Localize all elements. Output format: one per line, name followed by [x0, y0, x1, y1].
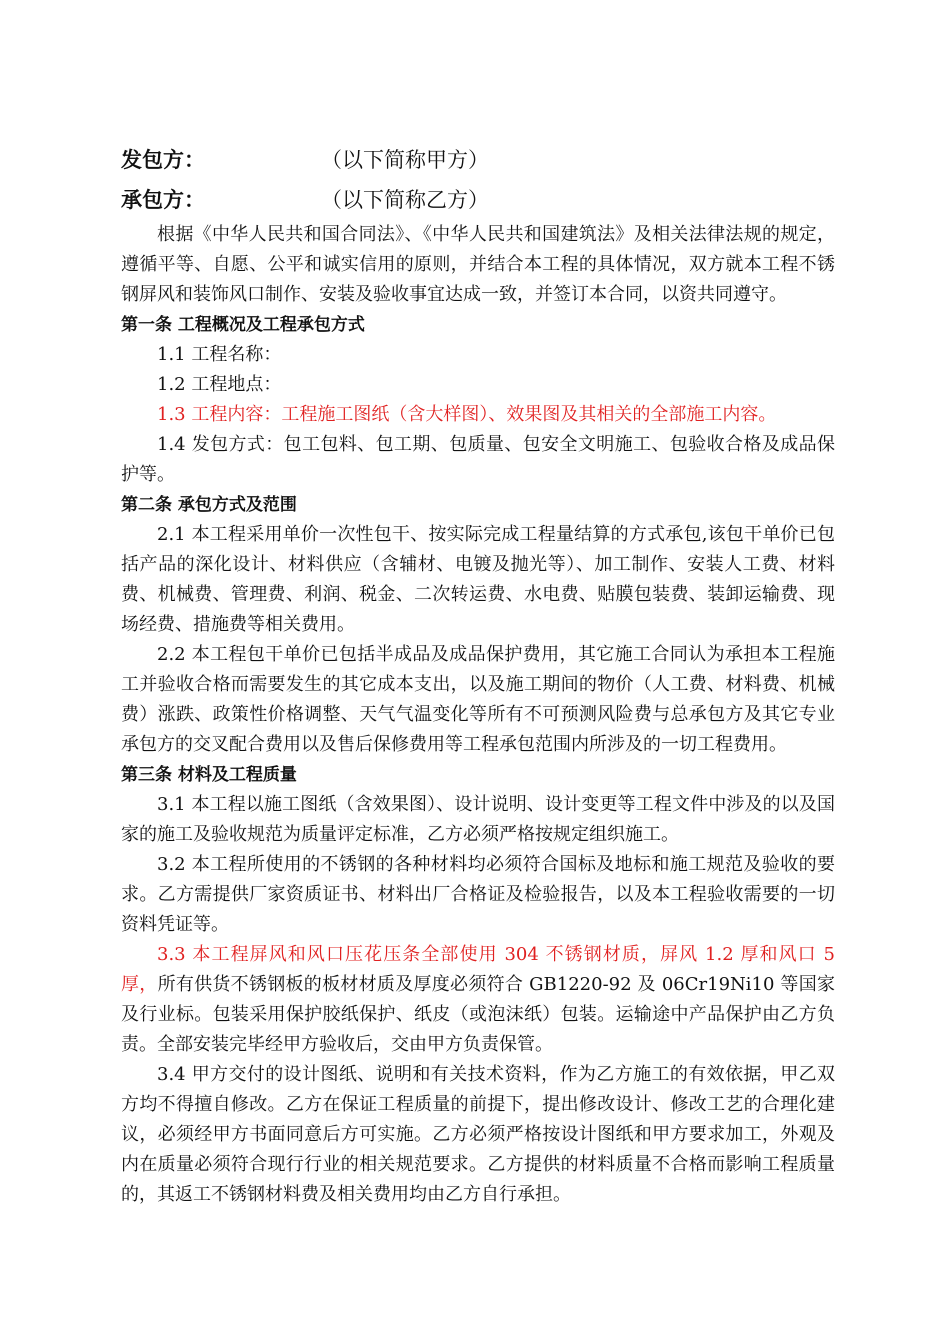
- clause-3-1: 3.1 本工程以施工图纸（含效果图）、设计说明、设计变更等工程文件中涉及的以及国家的施工及验收规范为质量评定标准，乙方必须严格按规定组织施工。: [121, 794, 835, 845]
- contractor-label: 承包方：: [121, 188, 205, 212]
- employer-note: （以下简称甲方）: [321, 148, 489, 172]
- clause-3-3: [121, 940, 835, 1060]
- clause-3-3-highlight: 3.3 本工程屏风和风口压花压条全部使用 304 不锈钢材质，屏风 1.2 厚和风口 5 厚，: [121, 944, 835, 995]
- clause-1-4: 1.4 发包方式：包工包料、包工期、包质量、包安全文明施工、包验收合格及成品保护等。: [121, 434, 835, 485]
- clause-1-3: 1.3 工程内容：工程施工图纸（含大样图）、效果图及其相关的全部施工内容。: [157, 404, 777, 425]
- clause-3-3-rest: 所有供货不锈钢板的板材材质及厚度必须符合 GB1220-92 及 06Cr19Ni10 等国家及行业标。包装采用保护胶纸保护、纸皮（或泡沫纸）包装。运输途中产品保护由乙方负责。全部安装完毕经甲方验收后，交由甲方负责保管。: [121, 974, 835, 1055]
- clause-1-2: 1.2 工程地点：: [157, 374, 282, 395]
- clause-3-2: 3.2 本工程所使用的不锈钢的各种材料均必须符合国标及地标和施工规范及验收的要求。乙方需提供厂家资质证书、材料出厂合格证及检验报告，以及本工程验收需要的一切资料凭证等。: [121, 854, 835, 935]
- clause-2-2: 2.2 本工程包干单价已包括半成品及成品保护费用，其它施工合同认为承担本工程施工并验收合格而需要发生的其它成本支出，以及施工期间的物价（人工费、材料费、机械费）涨跌、政策性价格调整、天气气温变化等所有不可预测风险费与总承包方及其它专业承包方的交叉配合费用以及售后保修费用等工程承包范围内所涉及的一切工程费用。: [121, 644, 835, 755]
- article-2-heading: 第二条 承包方式及范围: [121, 495, 297, 515]
- contractor-note: （以下简称乙方）: [321, 188, 489, 212]
- intro-paragraph: 根据《中华人民共和国合同法》、《中华人民共和国建筑法》及相关法律法规的规定，遵循平等、自愿、公平和诚实信用的原则，并结合本工程的具体情况，双方就本工程不锈钢屏风和装饰风口制作、安装及验收事宜达成一致，并签订本合同，以资共同遵守。: [121, 224, 835, 305]
- clause-2-1: 2.1 本工程采用单价一次性包干、按实际完成工程量结算的方式承包,该包干单价已包括产品的深化设计、材料供应（含辅材、电镀及抛光等）、加工制作、安装人工费、材料费、机械费、管理费、利润、税金、二次转运费、水电费、贴膜包装费、装卸运输费、现场经费、措施费等相关费用。: [121, 524, 835, 635]
- contract-body: [121, 140, 835, 1210]
- clause-3-4: 3.4 甲方交付的设计图纸、说明和有关技术资料，作为乙方施工的有效依据，甲乙双方均不得擅自修改。乙方在保证工程质量的前提下，提出修改设计、修改工艺的合理化建议，必须经甲方书面同意后方可实施。乙方必须严格按设计图纸和甲方要求加工，外观及内在质量必须符合现行行业的相关规范要求。乙方提供的材料质量不合格而影响工程质量的，其返工不锈钢材料费及相关费用均由乙方自行承担。: [121, 1064, 835, 1205]
- article-3-heading: 第三条 材料及工程质量: [121, 765, 297, 785]
- article-1-heading: 第一条 工程概况及工程承包方式: [121, 315, 365, 335]
- contractor-line: [121, 180, 835, 220]
- employer-line: [121, 140, 835, 180]
- employer-label: 发包方：: [121, 148, 205, 172]
- clause-1-1: 1.1 工程名称：: [157, 344, 282, 365]
